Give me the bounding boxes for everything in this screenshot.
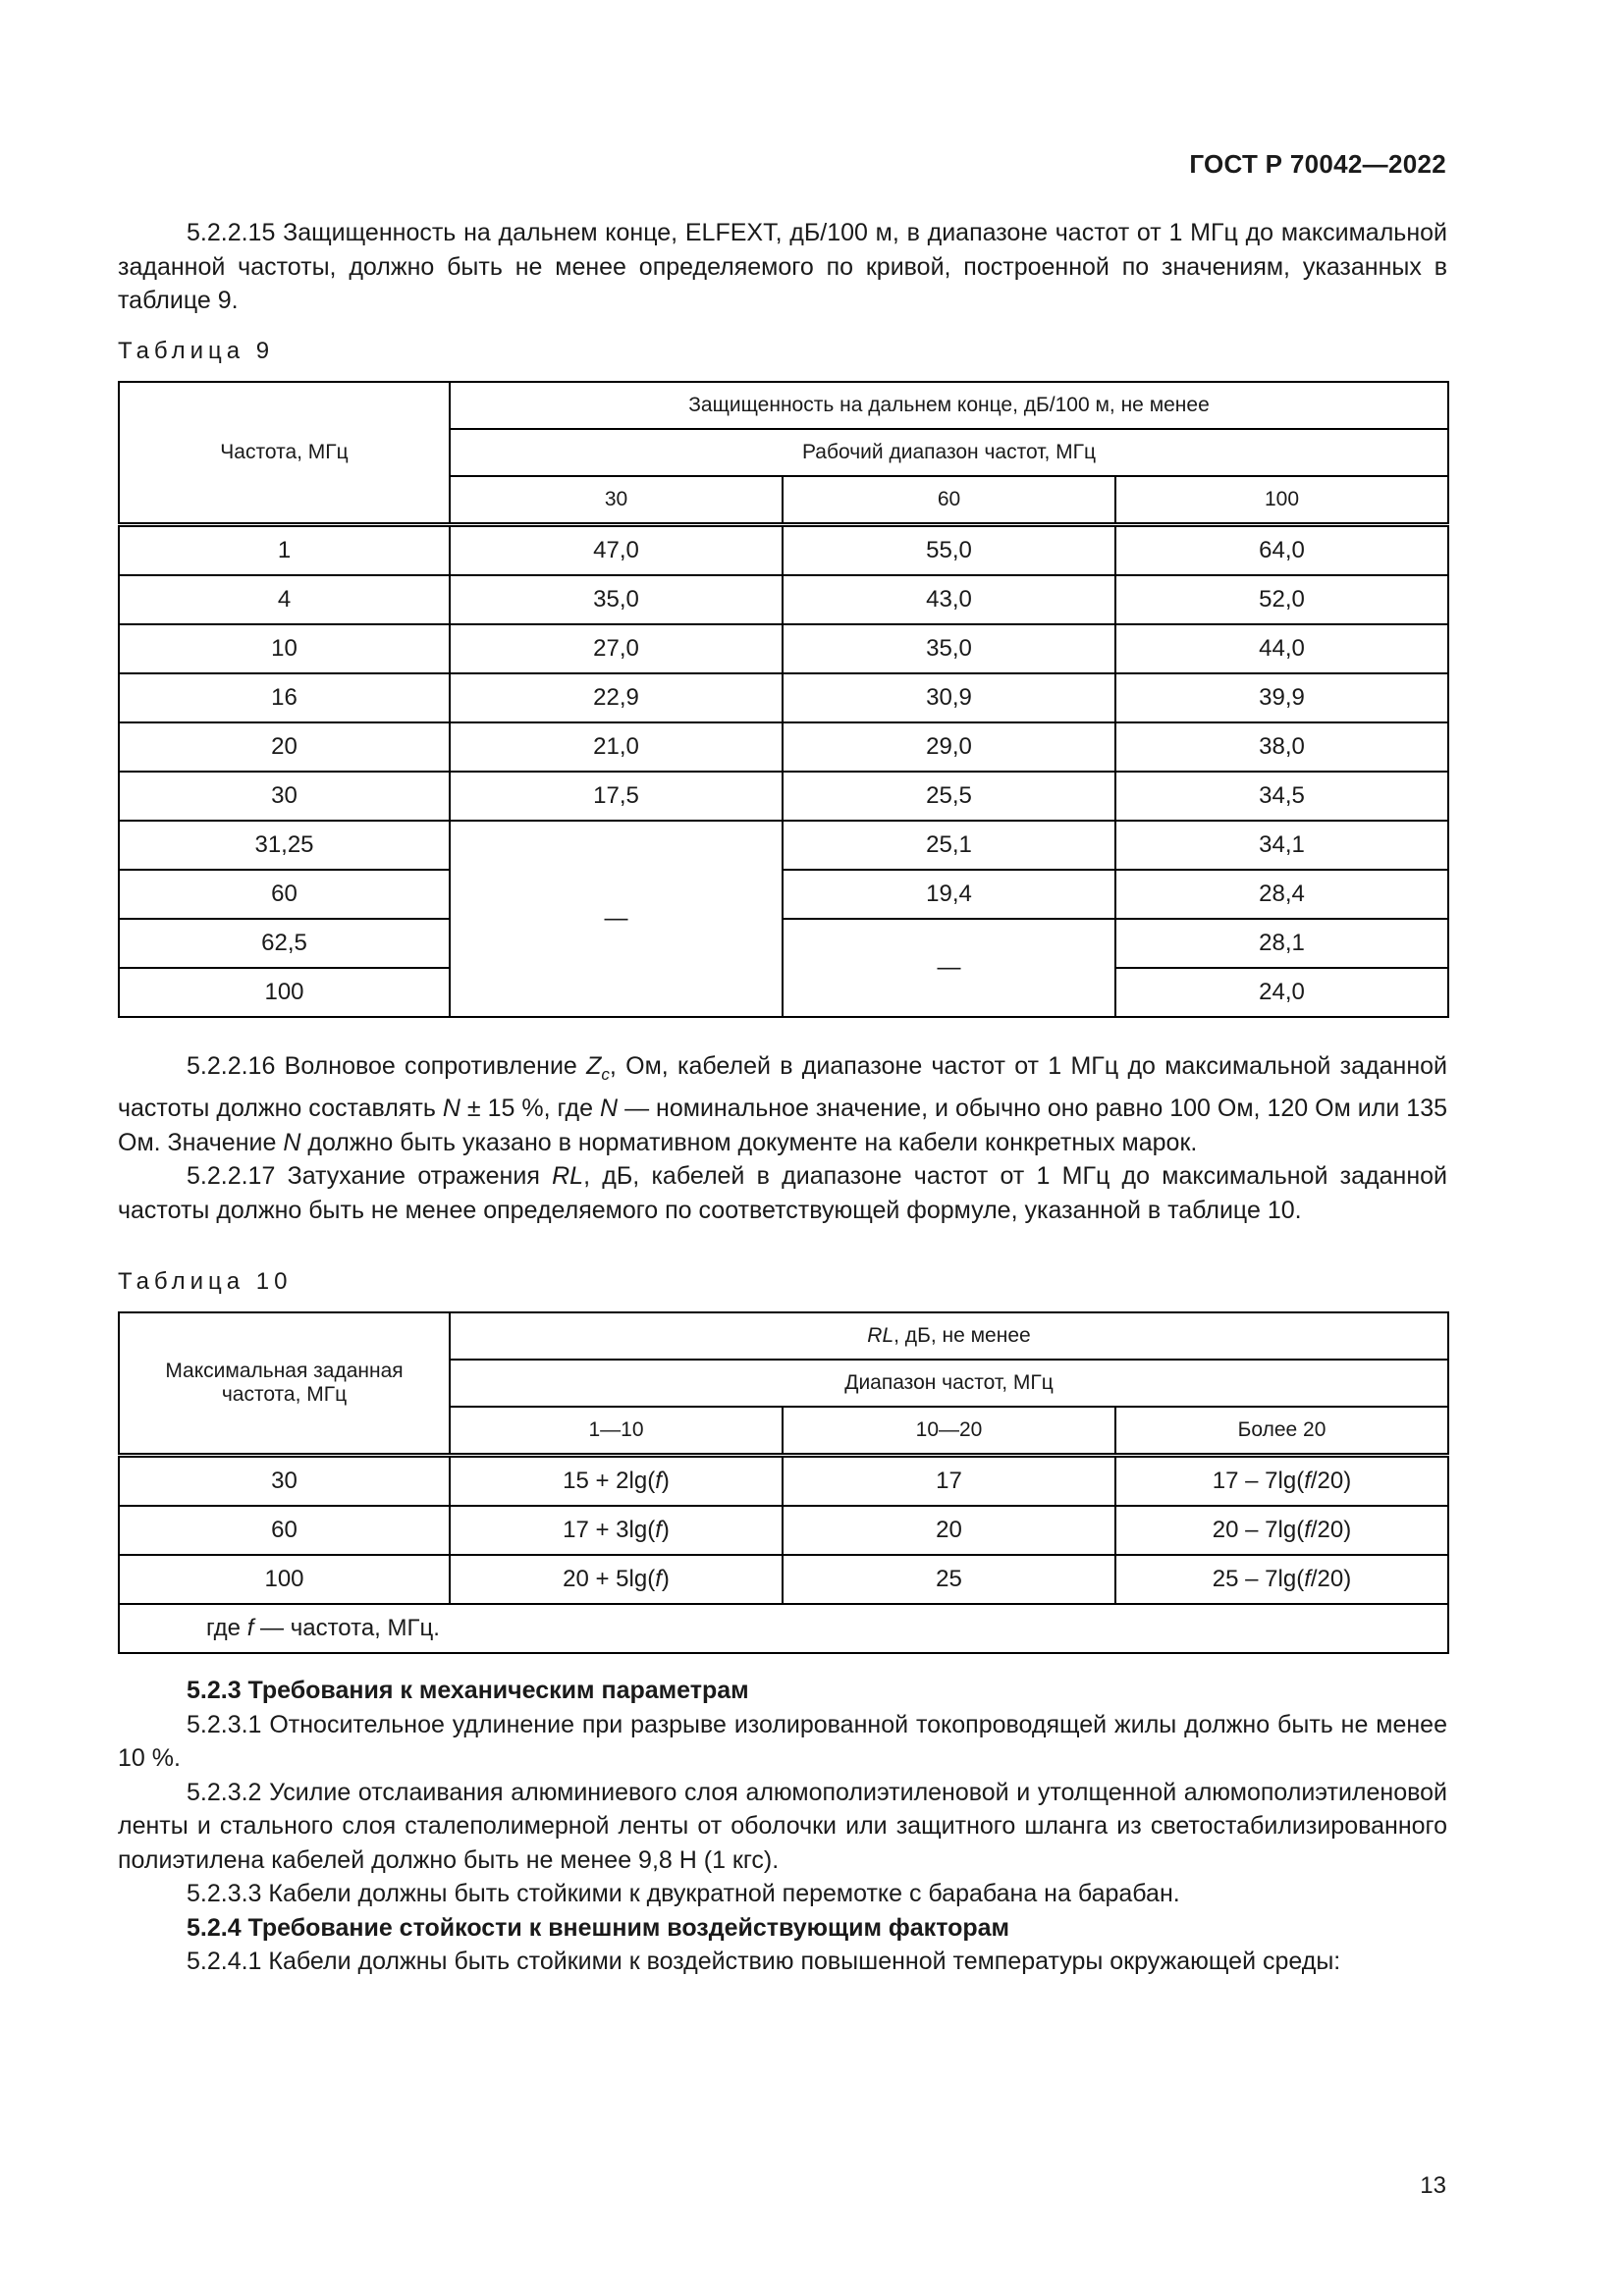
table-cell: 64,0 — [1115, 524, 1448, 575]
table-cell: 17 + 3lg(f) — [450, 1506, 783, 1555]
table-cell: 17 – 7lg(f/20) — [1115, 1456, 1448, 1507]
heading-5-2-3: 5.2.3 Требования к механическим параметрам — [187, 1677, 749, 1704]
table-cell: 27,0 — [450, 624, 783, 673]
paragraph-5-2-2-17: 5.2.2.17 Затухание отражения RL, дБ, кабелей в диапазоне частот от 1 МГц до максимальной заданной частоты должно быть не менее определяемого по соответствующей формуле, указанной в таблице 10. — [118, 1162, 1447, 1224]
table-cell: 20 — [783, 1506, 1115, 1555]
table-cell: 35,0 — [783, 624, 1115, 673]
page-number: 13 — [1420, 2172, 1446, 2199]
table-cell: 15 + 2lg(f) — [450, 1456, 783, 1507]
table-row — [119, 1506, 1448, 1555]
table-cell: 21,0 — [450, 722, 783, 772]
table-row — [119, 722, 1448, 772]
table-10 — [118, 1311, 1449, 1654]
table-cell: 60 — [119, 1506, 450, 1555]
table-cell: 31,25 — [119, 821, 450, 870]
table-cell: 25 — [783, 1555, 1115, 1604]
table-10-sub-header: Диапазон частот, МГц — [450, 1360, 1448, 1407]
table-cell-dash: — — [450, 821, 783, 1017]
table-cell: 29,0 — [783, 722, 1115, 772]
table-10-caption: Таблица 10 — [118, 1268, 293, 1295]
table-cell: 62,5 — [119, 919, 450, 968]
table-10-main-header: RL, дБ, не менее — [450, 1312, 1448, 1360]
table-9-sub-header: Рабочий диапазон частот, МГц — [450, 429, 1448, 476]
page-content — [118, 216, 1447, 1979]
table-cell: 38,0 — [1115, 722, 1448, 772]
table-cell: 34,5 — [1115, 772, 1448, 821]
table-row — [119, 772, 1448, 821]
table-cell: 17 — [783, 1456, 1115, 1507]
table-9-main-header: Защищенность на дальнем конце, дБ/100 м, не менее — [450, 382, 1448, 429]
paragraph-5-2-4-1: 5.2.4.1 Кабели должны быть стойкими к воздействию повышенной температуры окружающей среды: — [187, 1948, 1341, 1975]
paragraph-5-2-3-2: 5.2.3.2 Усилие отслаивания алюминиевого слоя алюмополиэтиленовой и утолщенной алюмополиэтиленовой ленты и стального слоя сталеполимерной ленты от оболочки или защитного шланга из светостабилизированного полиэтилена кабелей должно быть не менее 9,8 Н (1 кгс). — [118, 1778, 1447, 1874]
paragraph-5-2-2-15: 5.2.2.15 Защищенность на дальнем конце, ELFEXT, дБ/100 м, в диапазоне частот от 1 МГц до максимальной заданной частоты, должно быть не менее определяемого по кривой, построенной по значениям, указанных в таблице 9. — [118, 219, 1447, 314]
table-row — [119, 575, 1448, 624]
table-10-note: где f — частота, МГц. — [119, 1604, 1448, 1653]
table-cell: 17,5 — [450, 772, 783, 821]
table-cell: 25,5 — [783, 772, 1115, 821]
table-cell: 44,0 — [1115, 624, 1448, 673]
table-10-col-header: Более 20 — [1115, 1407, 1448, 1456]
table-row — [119, 624, 1448, 673]
table-cell: 4 — [119, 575, 450, 624]
table-cell: 20 + 5lg(f) — [450, 1555, 783, 1604]
table-row — [119, 870, 1448, 919]
table-cell: 100 — [119, 1555, 450, 1604]
table-cell: 47,0 — [450, 524, 783, 575]
table-cell: 1 — [119, 524, 450, 575]
table-9-caption: Таблица 9 — [118, 337, 275, 364]
table-row — [119, 1555, 1448, 1604]
table-cell: 35,0 — [450, 575, 783, 624]
table-row — [119, 821, 1448, 870]
table-cell: 25 – 7lg(f/20) — [1115, 1555, 1448, 1604]
table-row — [119, 673, 1448, 722]
table-cell: 30,9 — [783, 673, 1115, 722]
table-cell: 60 — [119, 870, 450, 919]
table-row — [119, 1456, 1448, 1507]
table-cell: 30 — [119, 772, 450, 821]
table-note-row — [119, 1604, 1448, 1653]
table-9 — [118, 381, 1449, 1018]
table-cell: 52,0 — [1115, 575, 1448, 624]
table-cell: 100 — [119, 968, 450, 1017]
table-cell: 20 — [119, 722, 450, 772]
table-cell: 20 – 7lg(f/20) — [1115, 1506, 1448, 1555]
table-9-col-header: 100 — [1115, 476, 1448, 525]
table-9-col-header: 30 — [450, 476, 783, 525]
table-cell-dash: — — [783, 919, 1115, 1017]
table-9-col-header: 60 — [783, 476, 1115, 525]
table-cell: 10 — [119, 624, 450, 673]
table-cell: 39,9 — [1115, 673, 1448, 722]
paragraph-5-2-2-16: 5.2.2.16 Волновое сопротивление $Z_c$, Ом, кабелей в диапазоне частот от 1 МГц до максимальной заданной частоты должно составлять N ± 15 %, где N — номинальное значение, и обычно оно равно 100 Ом, 120 Ом или 135 Ом. Значение N должно быть указано в нормативном документе на кабели конкретных марок. — [118, 1051, 1448, 1156]
paragraph-5-2-3-1: 5.2.3.1 Относительное удлинение при разрыве изолированной токопроводящей жилы должно быть не менее 10 %. — [118, 1710, 1447, 1772]
table-row — [119, 524, 1448, 575]
table-cell: 28,1 — [1115, 919, 1448, 968]
table-cell: 34,1 — [1115, 821, 1448, 870]
table-cell: 25,1 — [783, 821, 1115, 870]
document-code: ГОСТ Р 70042—2022 — [1189, 149, 1446, 179]
table-cell: 24,0 — [1115, 968, 1448, 1017]
table-cell: 55,0 — [783, 524, 1115, 575]
paragraph-5-2-3-3: 5.2.3.3 Кабели должны быть стойкими к двукратной перемотке с барабана на барабан. — [187, 1880, 1180, 1907]
table-cell: 43,0 — [783, 575, 1115, 624]
table-cell: 16 — [119, 673, 450, 722]
table-10-col-header: 10—20 — [783, 1407, 1115, 1456]
table-row — [119, 919, 1448, 968]
table-9-freq-header: Частота, МГц — [119, 382, 450, 525]
table-cell: 28,4 — [1115, 870, 1448, 919]
table-cell: 19,4 — [783, 870, 1115, 919]
table-10-max-header: Максимальная заданная частота, МГц — [119, 1312, 450, 1456]
table-cell: 22,9 — [450, 673, 783, 722]
table-cell: 30 — [119, 1456, 450, 1507]
heading-5-2-4: 5.2.4 Требование стойкости к внешним воздействующим факторам — [187, 1913, 1010, 1942]
table-10-col-header: 1—10 — [450, 1407, 783, 1456]
